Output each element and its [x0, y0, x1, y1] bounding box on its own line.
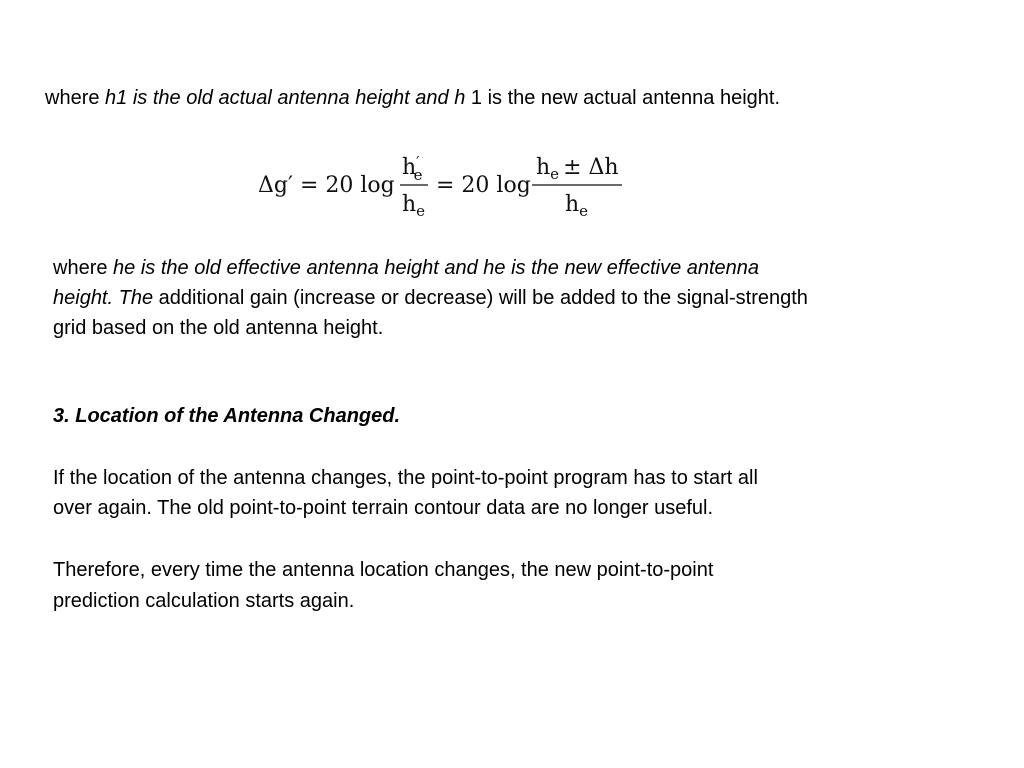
- fraction1-den-h: $h_e$: [402, 192, 426, 220]
- fraction2-num: $h_e \pm \Delta h$: [536, 155, 619, 183]
- paragraph3-line1: Therefore, every time the antenna location changes, the new point-to-point: [53, 559, 714, 581]
- formula-lhs: Δg′ = 20 log: [258, 173, 395, 198]
- formula-mid: = 20 log: [436, 173, 531, 198]
- p1-where: where: [53, 257, 114, 279]
- intro-italic: h1 is the old actual antenna height and h: [105, 87, 466, 109]
- section-heading: 3. Location of the Antenna Changed.: [53, 405, 401, 427]
- p1-italic-2: height. The: [53, 287, 154, 309]
- p1-rest: additional gain (increase or decrease) will be added to the signal-strength: [153, 287, 808, 309]
- intro-line: [45, 83, 780, 113]
- fraction1-num-h: h′ e: [402, 153, 423, 184]
- gain-formula: [258, 148, 638, 220]
- paragraph1-line2: [53, 283, 808, 313]
- p1-italic: he is the old effective antenna height and he is the new effective antenna: [113, 257, 760, 279]
- intro-where: where: [45, 87, 106, 109]
- fraction2-den: $h_e$: [565, 192, 589, 220]
- paragraph1-line3: grid based on the old antenna height.: [53, 317, 384, 339]
- paragraph1-line1: [53, 253, 759, 283]
- paragraph3-line2: prediction calculation starts again.: [53, 590, 355, 612]
- paragraph2-line2: over again. The old point-to-point terrain contour data are no longer useful.: [53, 497, 714, 519]
- intro-rest: 1 is the new actual antenna height.: [465, 87, 780, 109]
- paragraph2-line1: If the location of the antenna changes, the point-to-point program has to start all: [53, 467, 758, 489]
